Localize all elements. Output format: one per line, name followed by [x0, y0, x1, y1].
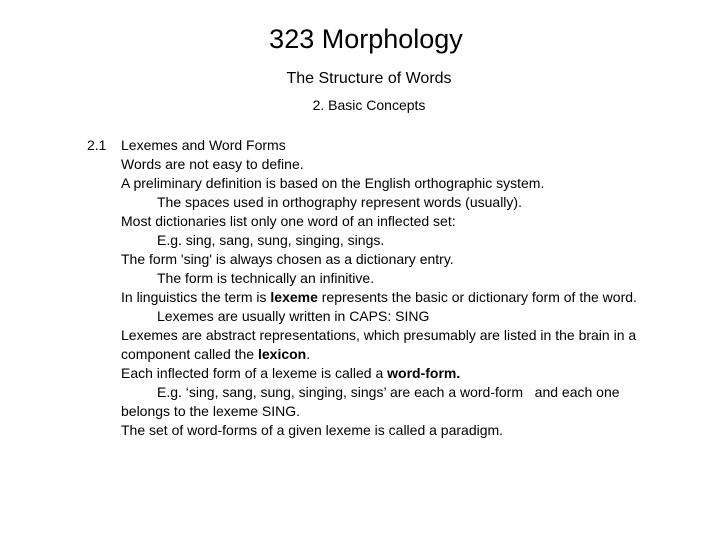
body-line-indented: The form is technically an infinitive.	[157, 270, 375, 286]
wordform-example: E.g. ‘sing, sang, sung, singing, sings’ are each a word-form and each one belongs to the lexeme SING.	[121, 384, 628, 419]
text-run: Each inflected form of a lexeme is called a	[121, 365, 388, 381]
term-lexeme: lexeme	[270, 289, 318, 305]
outline-heading: Lexemes and Word Forms	[121, 137, 286, 153]
section-label: 2. Basic Concepts	[312, 97, 426, 113]
outline-number: 2.1	[87, 137, 107, 153]
slide-body	[121, 136, 651, 440]
body-line: A preliminary definition is based on the English orthographic system.	[121, 175, 545, 191]
term-word-form: word-form.	[387, 365, 461, 381]
wordform-definition	[121, 364, 651, 383]
text-run: Lexemes are abstract representations, which presumably are listed in the brain in a component called the	[121, 327, 637, 362]
caps-note: Lexemes are usually written in CAPS: SING	[157, 308, 430, 324]
slide-title: 323 Morphology	[269, 24, 463, 54]
term-lexicon: lexicon	[257, 346, 307, 362]
lexicon-definition	[121, 326, 651, 364]
text-run: .	[306, 346, 311, 362]
text-run: represents the basic or dictionary form of the word.	[317, 289, 637, 305]
text-run: In linguistics the term is	[121, 289, 271, 305]
body-line-indented: The spaces used in orthography represent words (usually).	[157, 194, 522, 210]
paradigm-definition: The set of word-forms of a given lexeme is called a paradigm.	[121, 422, 504, 438]
body-line-indented: E.g. sing, sang, sung, singing, sings.	[157, 232, 385, 248]
body-line: Most dictionaries list only one word of an inflected set:	[121, 213, 456, 229]
body-line: The form 'sing' is always chosen as a dictionary entry.	[121, 251, 454, 267]
slide-subtitle: The Structure of Words	[286, 70, 452, 87]
body-line: Words are not easy to define.	[121, 156, 304, 172]
lexeme-definition	[121, 288, 651, 307]
